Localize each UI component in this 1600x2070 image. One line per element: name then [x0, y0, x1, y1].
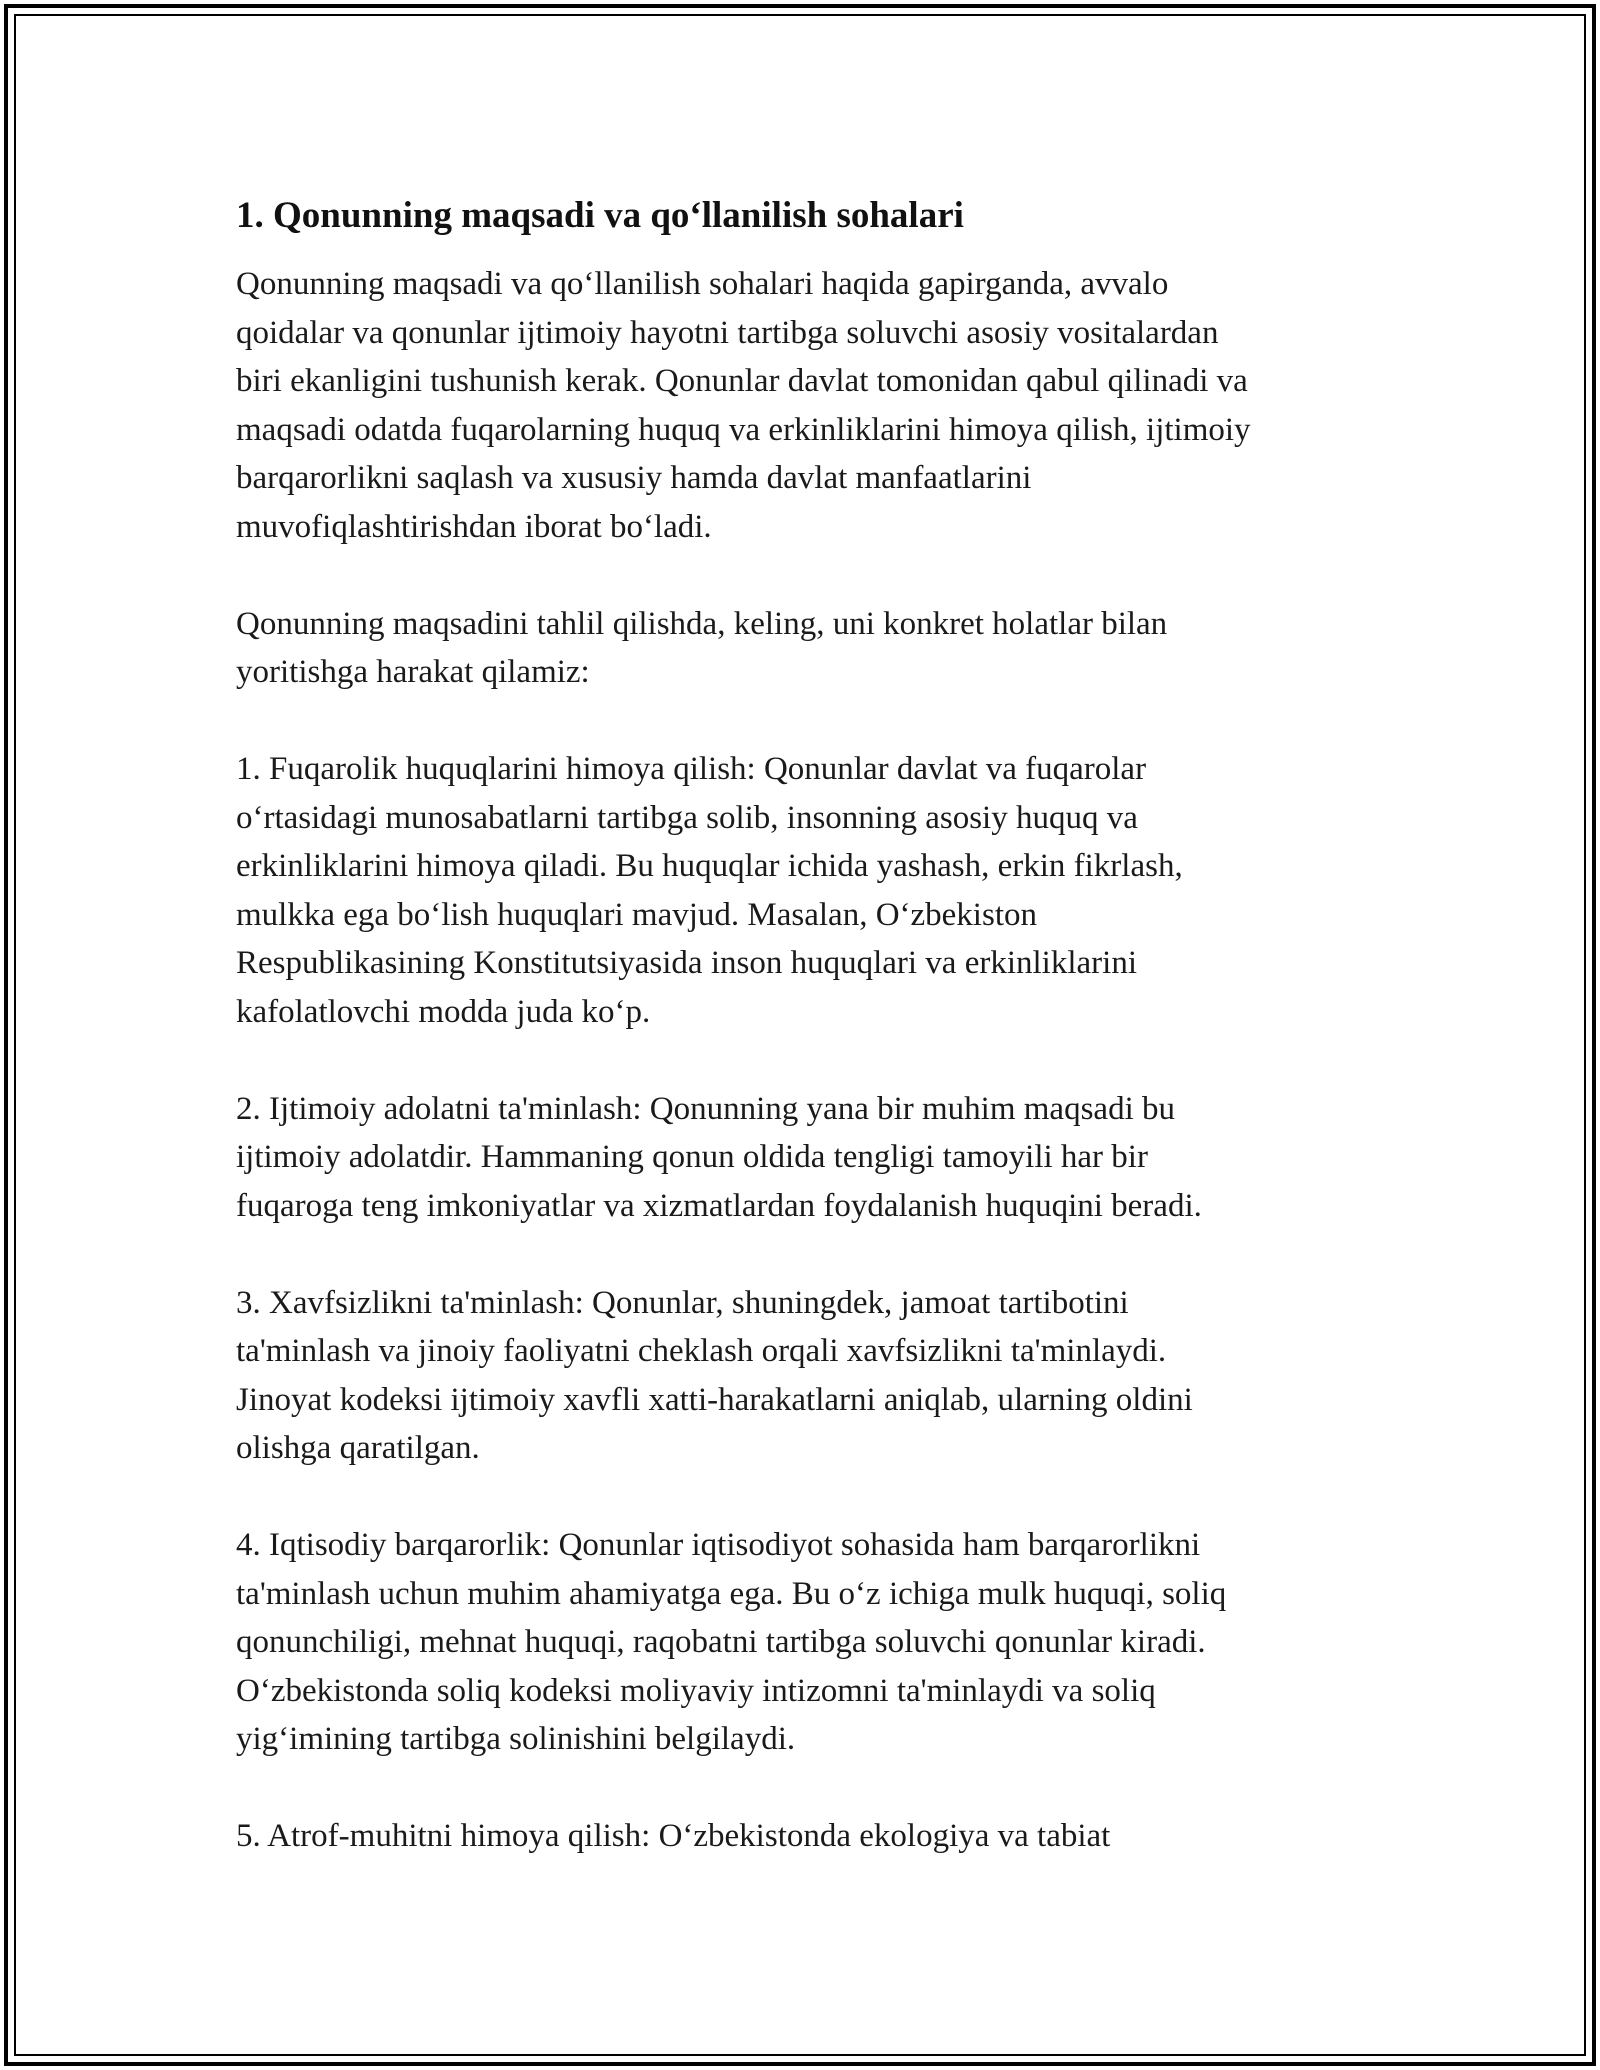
- paragraph-analysis: Qonunning maqsadini tahlil qilishda, keling, uni konkret holatlar bilan yoritishga harakat qilamiz:: [236, 605, 1168, 690]
- paragraph-item-5: 5. Atrof-muhitni himoya qilish: O‘zbekistonda ekologiya va tabiat: [236, 1818, 1111, 1854]
- paragraph-item-3: 3. Xavfsizlikni ta'minlash: Qonunlar, shuningdek, jamoat tartibotini ta'minlash va jinoiy faoliyatni cheklash orqali xavfsizlikni ta'minlaydi. Jinoyat kodeksi ijtimoiy xavfli xatti-harakatlarni aniqlab, ularning oldini olishga qaratilgan.: [236, 1284, 1193, 1466]
- paragraph-item-4: 4. Iqtisodiy barqarorlik: Qonunlar iqtisodiyot sohasida ham barqarorlikni ta'minlash uchun muhim ahamiyatga ega. Bu o‘z ichiga mulk huquqi, soliq qonunchiligi, mehnat huquqi, raqobatni tartibga soluvchi qonunlar kiradi. O‘zbekistonda soliq kodeksi moliyaviy intizomni ta'minlaydi va soliq yig‘imining tartibga solinishini belgilaydi.: [236, 1527, 1227, 1757]
- section-heading: 1. Qonunning maqsadi va qo‘llanilish sohalari: [236, 195, 964, 236]
- document-body: [236, 180, 1376, 1909]
- paragraph-item-2: 2. Ijtimoiy adolatni ta'minlash: Qonunning yana bir muhim maqsadi bu ijtimoiy adolatdir. Hammaning qonun oldida tengligi tamoyili har bir fuqaroga teng imkoniyatlar va xizmatlardan foydalanish huquqini beradi.: [236, 1090, 1202, 1224]
- paragraph-item-1: 1. Fuqarolik huquqlarini himoya qilish: Qonunlar davlat va fuqarolar o‘rtasidagi munosabatlarni tartibga solib, insonning asosiy huquq va erkinliklarini himoya qiladi. Bu huquqlar ichida yashash, erkin fikrlash, mulkka ega bo‘lish huquqlari mavjud. Masalan, O‘zbekiston Respublikasining Konstitutsiyasida inson huquqlari va erkinliklarini kafolatlovchi modda juda ko‘p.: [236, 751, 1183, 1030]
- paragraph-intro: Qonunning maqsadi va qo‘llanilish sohalari haqida gapirganda, avvalo qoidalar va qonunlar ijtimoiy hayotni tartibga soluvchi asosiy vositalardan biri ekanligini tushunish kerak. Qonunlar davlat tomonidan qabul qilinadi va maqsadi odatda fuqarolarning huquq va erkinliklarini himoya qilish, ijtimoiy barqarorlikni saqlash va xususiy hamda davlat manfaatlarini muvofiqlashtirishdan iborat bo‘ladi.: [236, 266, 1251, 545]
